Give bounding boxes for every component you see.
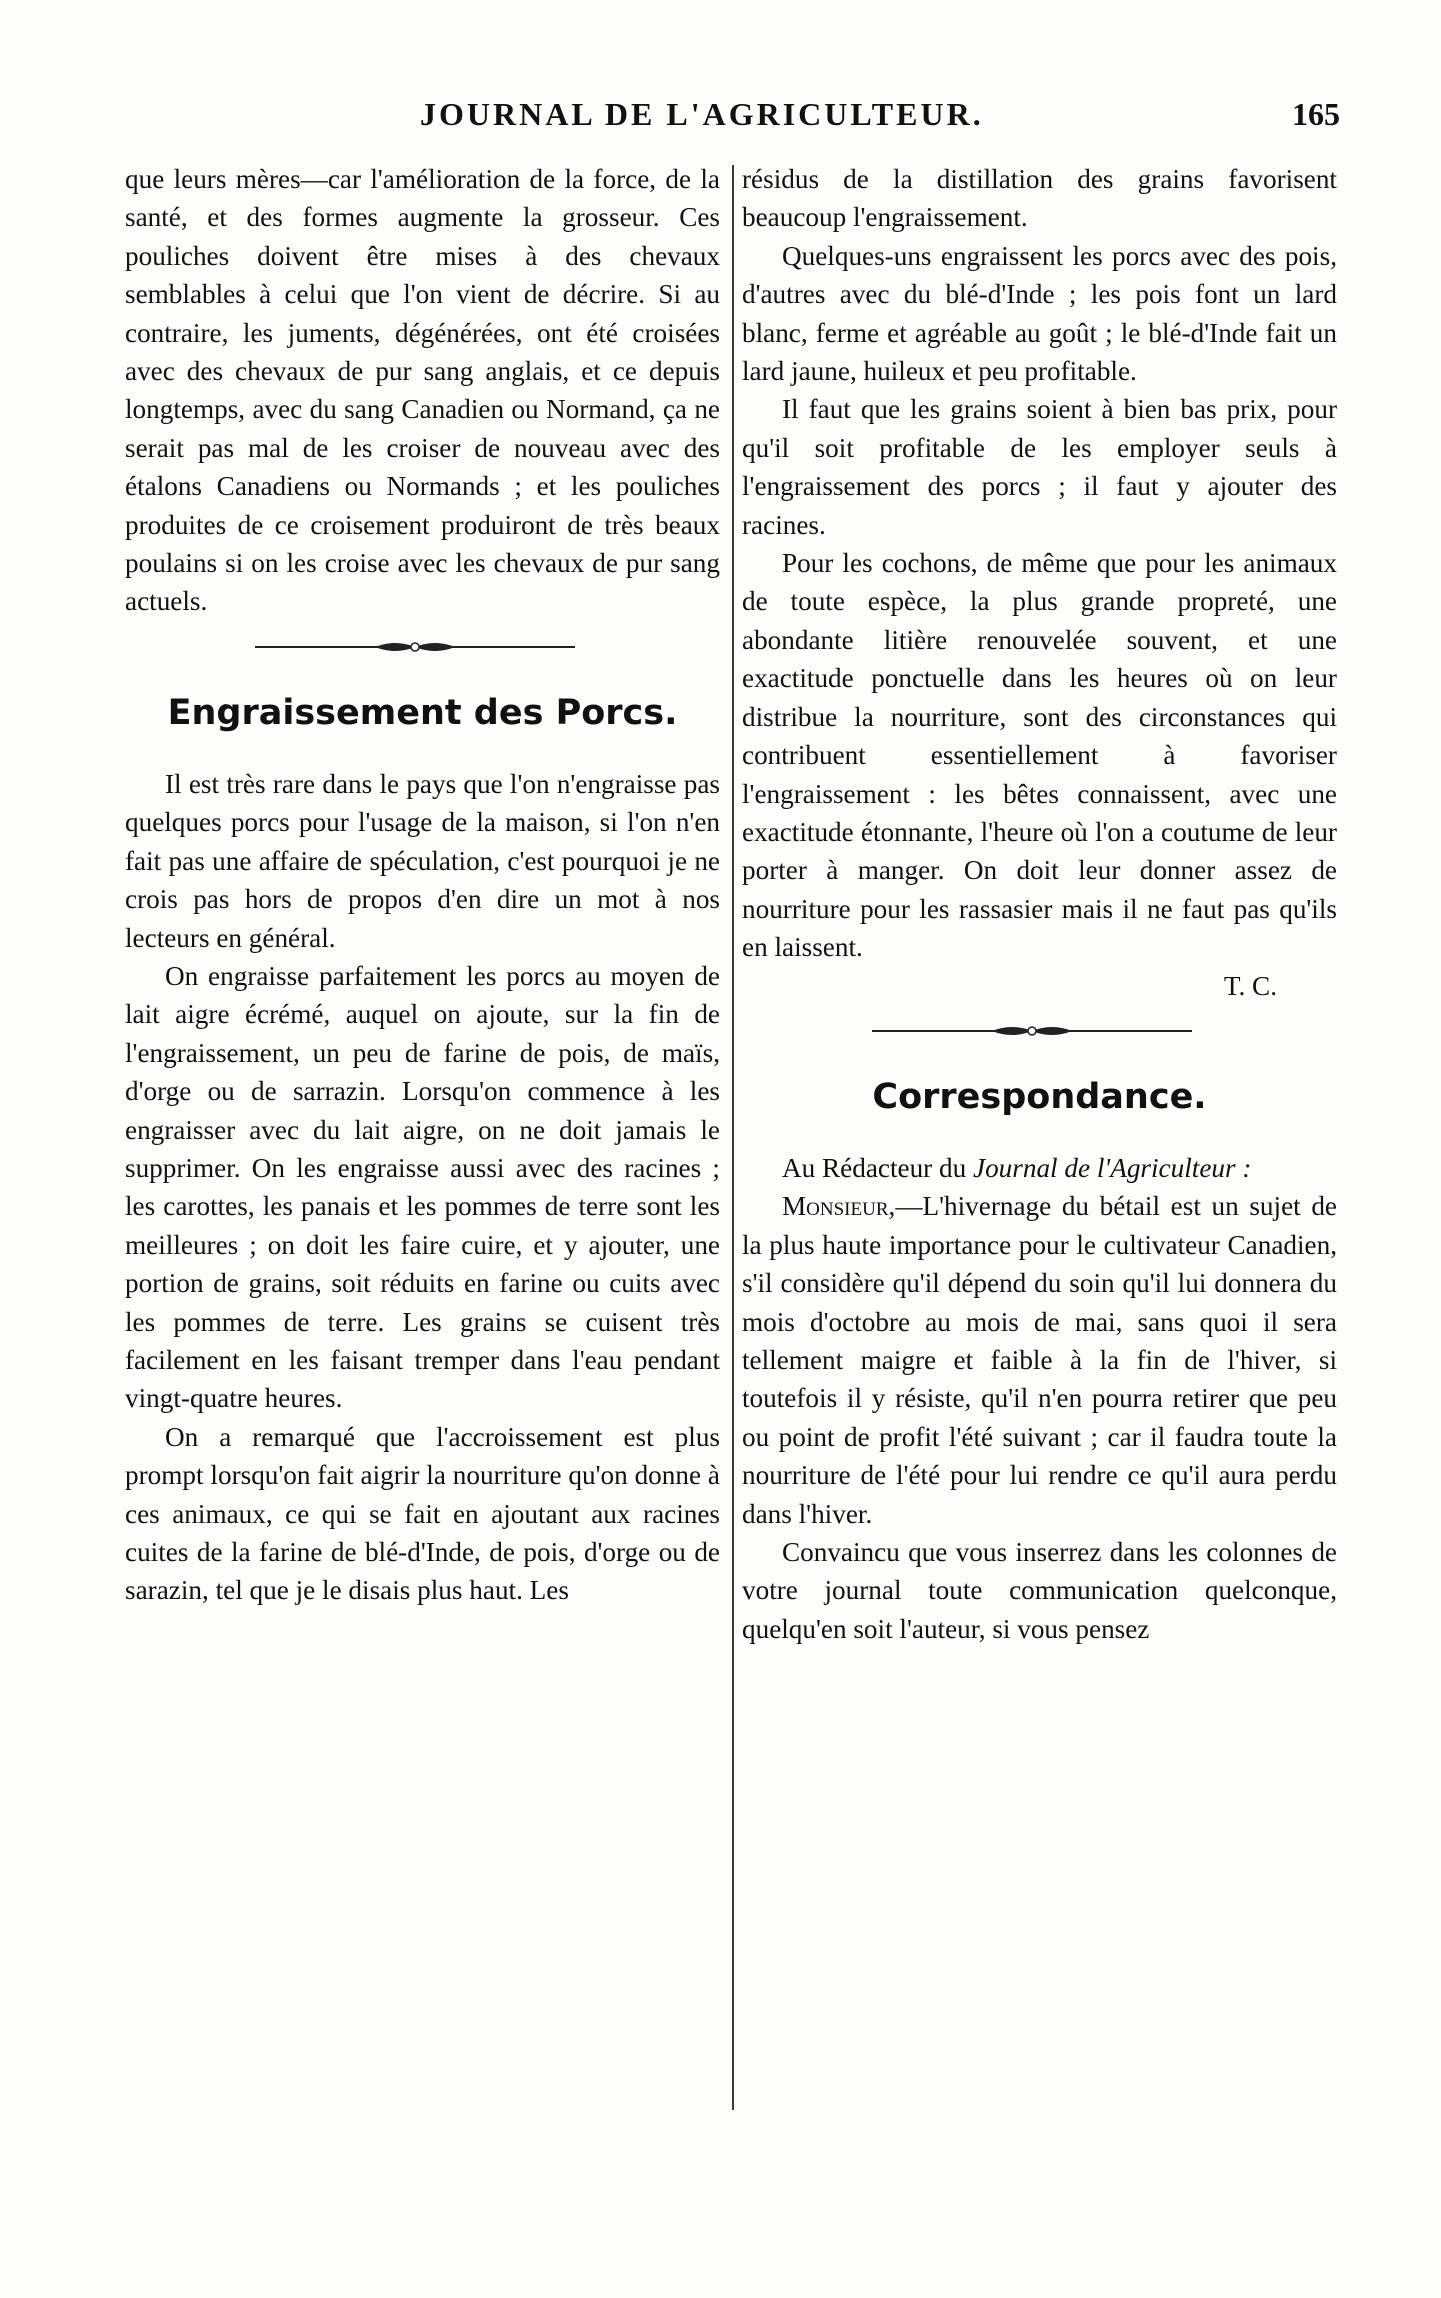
section-ornament xyxy=(125,621,720,681)
right-paragraph-3: Il faut que les grains soient à bien bas prix, pour qu'il soit profitable de les employer seuls à l'engraissement des porcs ; il faut y ajouter des racines. xyxy=(742,394,1337,540)
right-paragraph-2: Quelques-uns engraissent les porcs avec des pois, d'autres avec du blé-d'Inde ; les pois font un lard blanc, ferme et agréable au goût ; le blé-d'Inde fait un lard jaune, huileux et peu profitable. xyxy=(742,240,1337,387)
letter-address xyxy=(742,1149,1337,1187)
article-signature: T. C. xyxy=(1223,970,1277,1001)
left-paragraph-1: que leurs mères—car l'amélioration de la force, de la santé, et des formes augmente la grosseur. Ces pouliches doivent être mises à des chevaux semblables à celui que l'on vient de décrire. Si au contraire, les juments, dégénérées, ont été croisées avec des chevaux de pur sang anglais, et ce depuis longtemps, avec du sang Canadien ou Normand, ça ne serait pas mal de les croiser de nouveau avec des étalons Canadiens ou Normands ; et les pouliches produites de ce croisement produiront de très beaux poulains si on les croise avec les chevaux de pur sang actuels. xyxy=(125,164,720,617)
left-column xyxy=(125,160,720,1610)
running-head xyxy=(120,96,1340,146)
section-heading-correspondance: Correspondance. xyxy=(872,1076,1207,1117)
right-paragraph-1: résidus de la distillation des grains favorisent beaucoup l'engraissement. xyxy=(742,164,1337,233)
running-title: JOURNAL DE L'AGRICULTEUR. xyxy=(420,96,984,132)
letter-paragraph-1-text: —L'hivernage du bétail est un sujet de la plus haute importance pour le cultivateur Canadien, s'il considère qu'il dépend du soin qu'il lui donnera du mois d'octobre au mois de mai, sans quoi il sera tellement maigre et faible à la fin de l'hiver, si toutefois il y résiste, qu'il n'en pourra retirer que peu ou point de profit l'été suivant ; car il faudra toute la nourriture de l'été pour lui rendre ce qu'il aura perdu dans l'hiver. xyxy=(742,1191,1337,1529)
ornament-rule-icon xyxy=(872,1023,1192,1039)
section-ornament-2 xyxy=(742,1005,1337,1065)
letter-salutation: Monsieur, xyxy=(782,1191,896,1222)
right-paragraph-4: Pour les cochons, de même que pour les animaux de toute espèce, la plus grande propreté, une abondante litière renouvelée souvent, et une exactitude ponctuelle dans les heures où on leur distribue la nourriture, sont des circonstances qui contribuent essentiellement à favoriser l'engraissement : les bêtes connaissent, avec une exactitude étonnante, l'heure où l'on a coutume de leur porter à manger. On doit leur donner assez de nourriture pour les rassasier mais il ne faut pas qu'ils en laissent. xyxy=(742,548,1337,963)
section-heading-porcs: Engraissement des Porcs. xyxy=(167,692,678,733)
page-number: 165 xyxy=(1292,96,1340,132)
column-divider xyxy=(732,165,734,2110)
ornament-rule-icon xyxy=(255,639,575,655)
left-paragraph-4: On a remarqué que l'accroissement est plus prompt lorsqu'on fait aigrir la nourriture qu'on donne à ces animaux, ce qui se fait en ajoutant aux racines cuites de la farine de blé-d'Inde, de pois, d'orge ou de sarazin, tel que je le disais plus haut. Les xyxy=(125,1421,720,1606)
right-column xyxy=(742,160,1337,1648)
letter-paragraph-2: Convaincu que vous inserrez dans les colonnes de votre journal toute communication quelconque, quelqu'en soit l'auteur, si vous pensez xyxy=(742,1537,1337,1644)
left-paragraph-3: On engraisse parfaitement les porcs au moyen de lait aigre écrémé, auquel on ajoute, sur la fin de l'engraissement, un peu de farine de pois, de maïs, d'orge ou de sarrazin. Lorsqu'on commence à les engraisser avec du lait aigre, on ne doit jamais le supprimer. On les engraisse aussi avec des racines ; les carottes, les panais et les pommes de terre sont les meilleures ; on doit les faire cuire, et y ajouter, une portion de grains, soit réduits en farine ou cuits avec les pommes de terre. Les grains se cuisent très facilement en les faisant tremper dans l'eau pendant vingt-quatre heures. xyxy=(125,960,720,1414)
letter-address-journal: Journal de l'Agriculteur : xyxy=(973,1152,1252,1183)
left-paragraph-2: Il est très rare dans le pays que l'on n'engraisse pas quelques porcs pour l'usage de la maison, si l'on n'en fait pas une affaire de spéculation, c'est pourquoi je ne crois pas hors de propos d'en dire un mot à nos lecteurs en général. xyxy=(125,768,720,953)
letter-address-prefix: Au Rédacteur du xyxy=(782,1152,974,1183)
letter-paragraph-1 xyxy=(742,1187,1337,1533)
